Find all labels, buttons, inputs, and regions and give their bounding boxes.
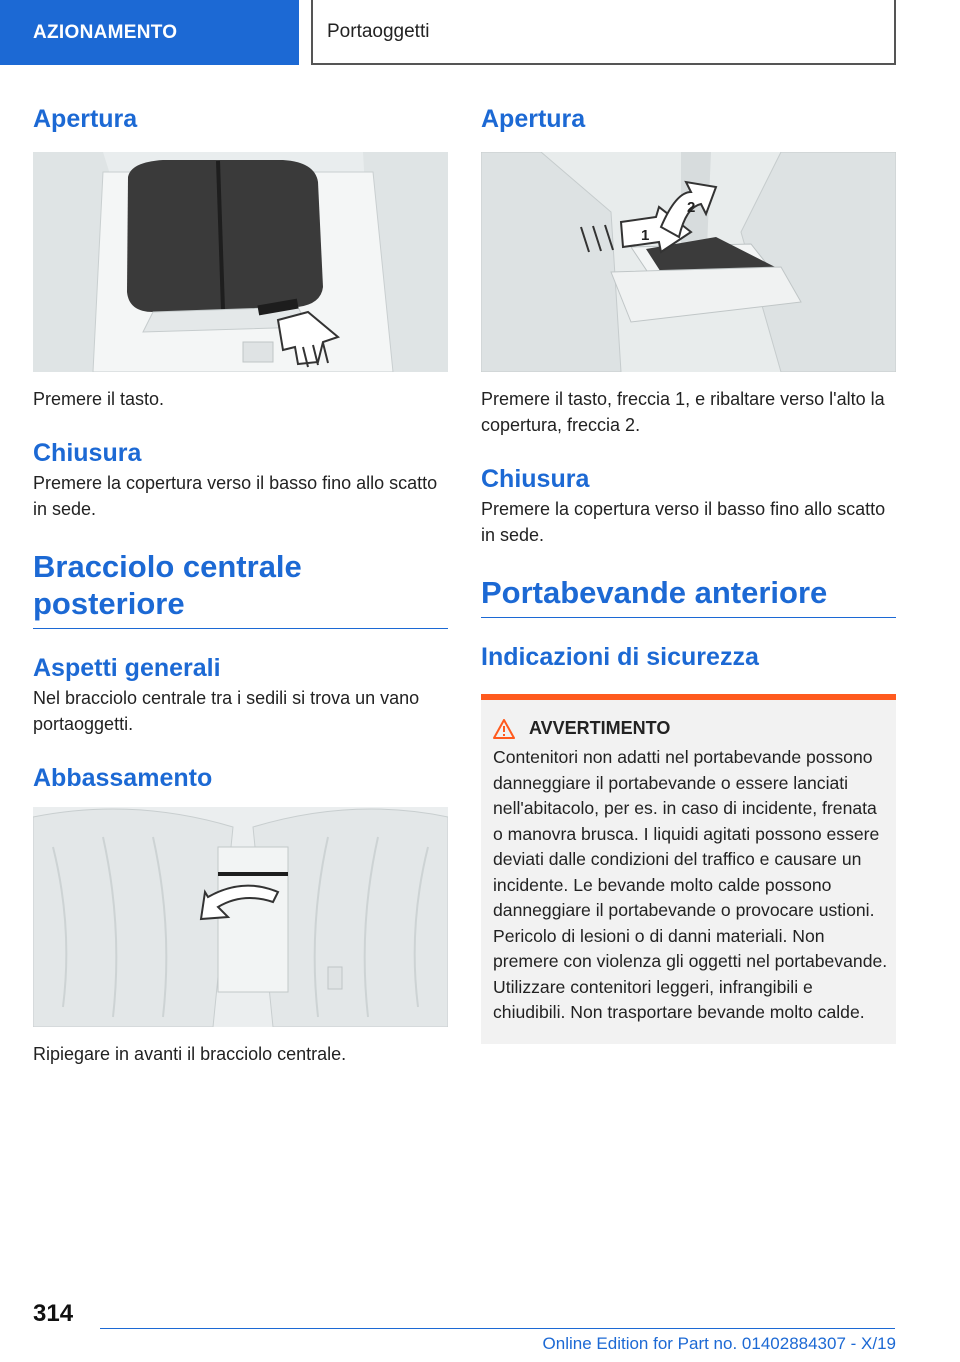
heading-apertura: Apertura	[33, 105, 138, 133]
right-column	[481, 96, 896, 1044]
chapter-tab	[311, 0, 896, 65]
abbassamento-text: Ripiegare in avanti il bracciolo centrale.	[33, 1044, 347, 1065]
warning-triangle-icon	[493, 719, 515, 739]
heading-sicurezza: Indicazioni di sicurezza	[481, 643, 759, 672]
section-title: AZIONAMENTO	[33, 21, 178, 43]
heading-portabevande: Portabevande anteriore	[481, 575, 828, 610]
aspetti-text: Nel bracciolo centrale tra i sedili si trova un vano portaoggetti.	[33, 688, 420, 735]
section-heading-portabevande	[481, 574, 896, 618]
chiusura-text: Premere la copertura verso il basso fino allo scatto in sede.	[33, 473, 438, 519]
figure-armrest-open	[481, 152, 896, 372]
warning-title: AVVERTIMENTO	[529, 718, 671, 739]
warning-text: Contenitori non adatti nel portabevande possono danneggiare il portabevande o essere lanciati nell'abitacolo, per es. in caso di incidente, frenata o manovra brusca. I liquidi agitati possono essere deviati dalle condizioni del traffico e causare un incidente. Le bevande molto calde possono danneggiare il portabevande o provocare ustioni. Pericolo di lesioni o di danni materiali. Non premere con violenza gli oggetti nel portabevande. Utilizzare contenitori leggeri, infrangibili e chiudibili. Non trasportare bevande molto calde.	[493, 747, 888, 1023]
apertura-text: Premere il tasto.	[33, 389, 165, 409]
section-tab	[0, 0, 299, 65]
apertura-right-text: Premere il tasto, freccia 1, e ribaltare verso l'alto la copertura, freccia 2.	[481, 389, 885, 435]
chapter-title: Portaoggetti	[327, 20, 430, 42]
heading-bracciolo-line2: posteriore	[33, 586, 185, 622]
figure-arrow-label-2: 2	[687, 199, 696, 216]
footer-edition: Online Edition for Part no. 01402884307 - X/19	[542, 1334, 896, 1353]
section-heading-bracciolo	[33, 548, 448, 629]
heading-bracciolo-line1: Bracciolo centrale	[33, 549, 302, 584]
footer-divider	[100, 1328, 895, 1329]
warning-box	[481, 694, 896, 1044]
heading-aspetti-generali: Aspetti generali	[33, 654, 221, 683]
left-column	[33, 96, 448, 1067]
heading-abbassamento: Abbassamento	[33, 764, 213, 793]
page-number: 314	[33, 1300, 74, 1327]
heading-apertura-right: Apertura	[481, 105, 586, 133]
heading-chiusura: Chiusura	[33, 439, 142, 467]
warning-header	[487, 718, 888, 739]
chiusura-right-text: Premere la copertura verso il basso fino allo scatto in sede.	[481, 499, 886, 545]
heading-chiusura-right: Chiusura	[481, 465, 590, 493]
figure-armrest-fold	[33, 807, 448, 1027]
figure-arrow-label-1: 1	[641, 227, 650, 244]
figure-armrest-button	[33, 152, 448, 372]
